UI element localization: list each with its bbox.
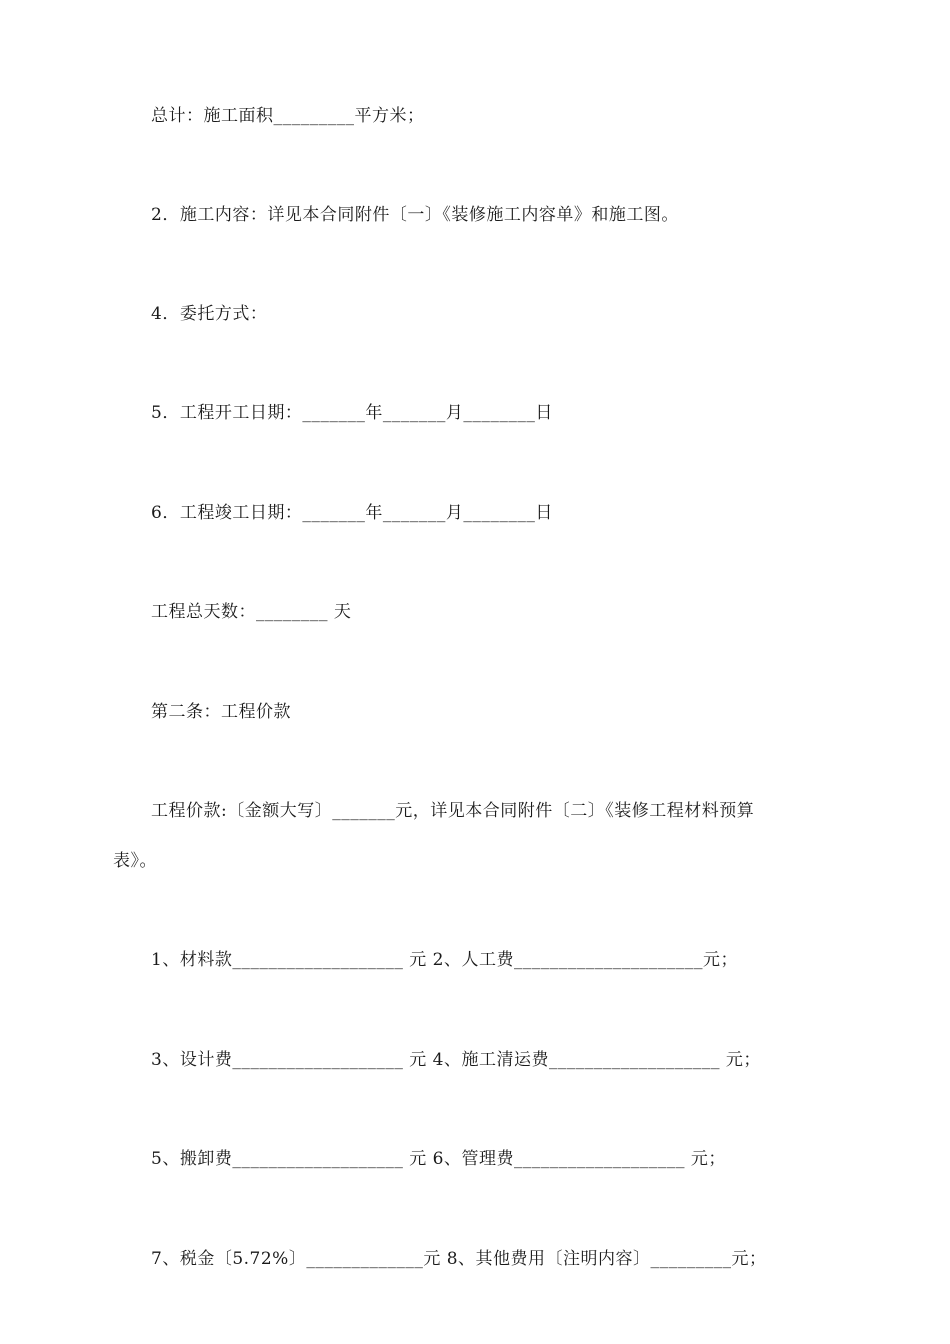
construction-content-line: 2．施工内容：详见本合同附件〔一〕《装修施工内容单》和施工图。	[151, 205, 679, 225]
total-days-line: 工程总天数：________ 天	[151, 602, 352, 622]
start-date-line: 5．工程开工日期：_______年_______月________日	[151, 403, 553, 423]
fee-line-design-cleanup: 3、设计费___________________ 元 4、施工清运费___________________ 元；	[151, 1050, 761, 1070]
completion-date-line: 6．工程竣工日期：_______年_______月________日	[151, 503, 553, 523]
fee-line-handling-management: 5、搬卸费___________________ 元 6、管理费___________________ 元；	[151, 1149, 726, 1169]
project-price-line: 工程价款:〔金额大写〕_______元，详见本合同附件〔二〕《装修工程材料预算	[151, 801, 755, 821]
commission-method-line: 4．委托方式：	[151, 304, 268, 324]
project-price-line-continued: 表》。	[113, 851, 157, 871]
fee-line-tax-other: 7、税金〔5.72%〕_____________元 8、其他费用〔注明内容〕_________元；	[151, 1249, 767, 1269]
total-area-line: 总计：施工面积_________平方米；	[151, 106, 425, 126]
fee-line-materials-labor: 1、材料款___________________ 元 2、人工费_____________________元；	[151, 950, 738, 970]
article-two-heading: 第二条：工程价款	[151, 702, 291, 722]
